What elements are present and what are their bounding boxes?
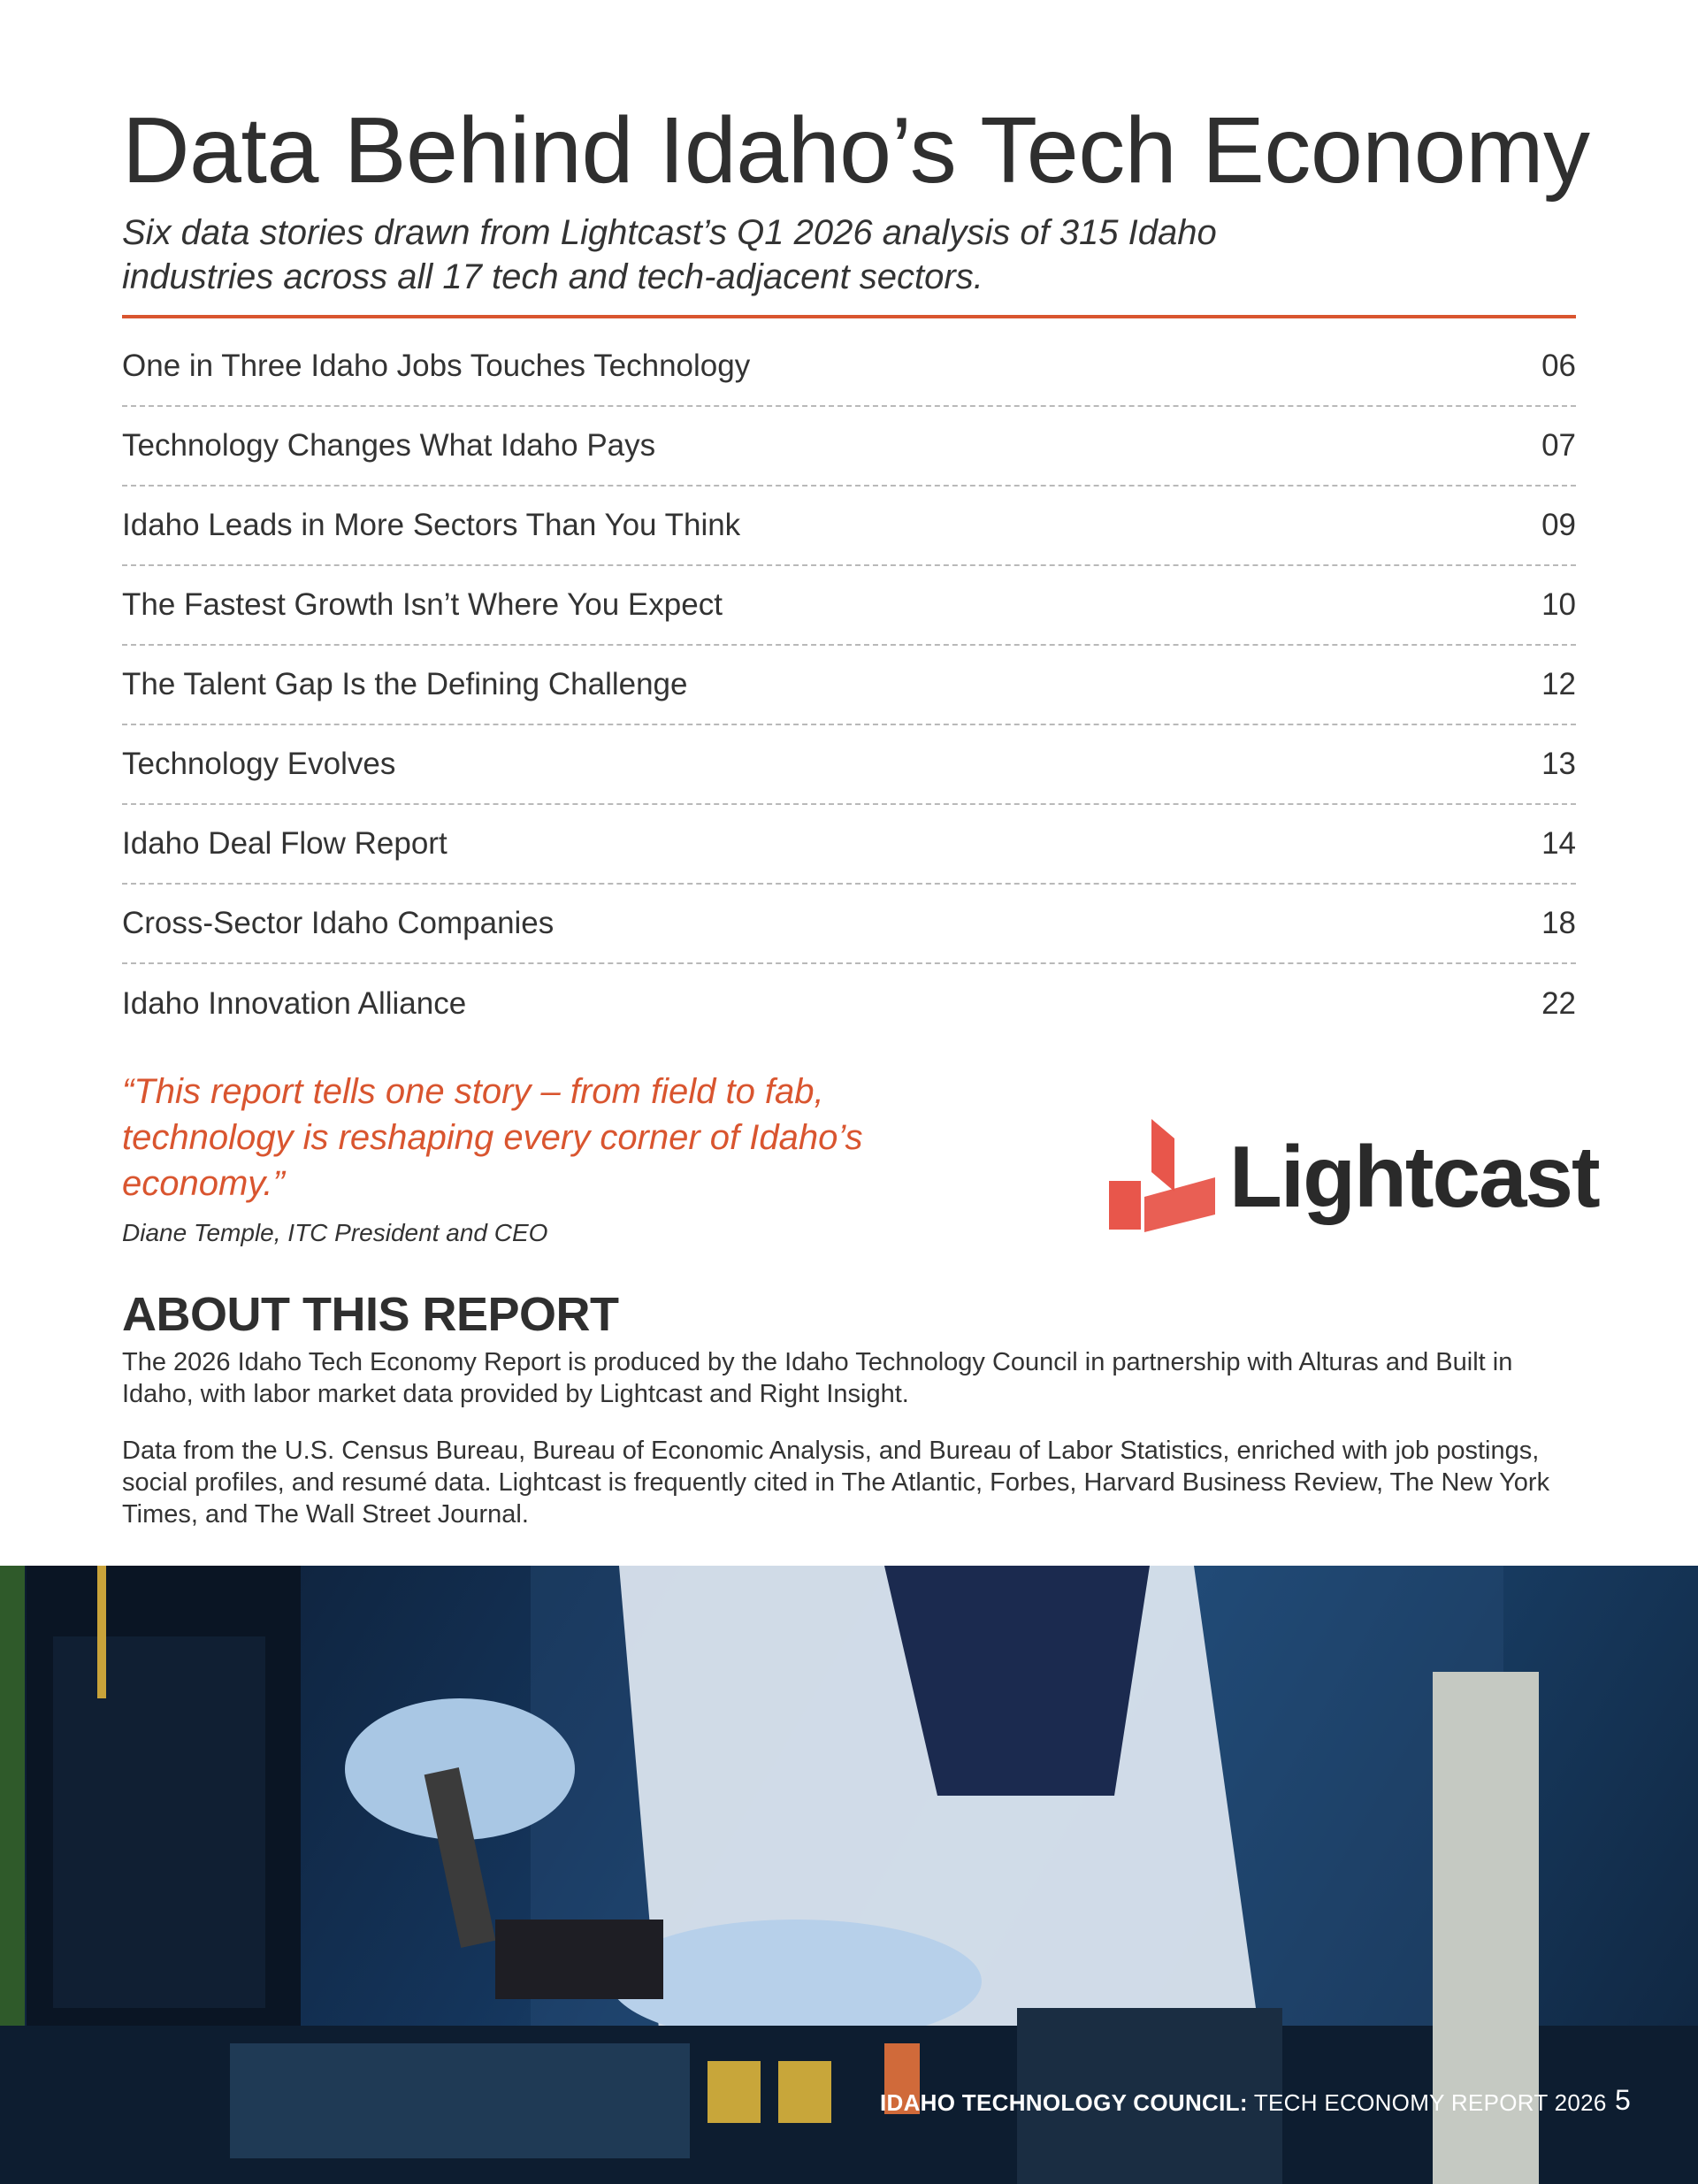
toc-item[interactable] [122, 327, 1576, 407]
footer-label [880, 2089, 1607, 2117]
quote-attribution: Diane Temple, ITC President and CEO [122, 1219, 548, 1246]
toc-item-page: 06 [1541, 349, 1576, 383]
toc-item[interactable] [122, 725, 1576, 805]
toc-item-page: 07 [1541, 428, 1576, 463]
toc-item[interactable] [122, 566, 1576, 646]
footer-report: TECH ECONOMY REPORT 2026 [1247, 2089, 1607, 2116]
toc-item-label: The Talent Gap Is the Defining Challenge [122, 667, 688, 701]
toc-item[interactable] [122, 885, 1576, 964]
about-paragraph: Data from the U.S. Census Bureau, Bureau of Economic Analysis, and Bureau of Labor Statistics, enriched with job postings, social profiles, and resumé data. Lightcast is frequently cited in The Atlantic, Forbes, Harvard Business Review, The New York Times, and The Wall Street Journal. [122, 1437, 1550, 1529]
toc-item[interactable] [122, 407, 1576, 487]
toc-item-page: 14 [1541, 826, 1576, 861]
page-number: 5 [1615, 2084, 1631, 2116]
toc-item-page: 12 [1541, 667, 1576, 701]
toc-item[interactable] [122, 487, 1576, 566]
toc-item-label: Technology Evolves [122, 747, 396, 781]
toc-item-label: One in Three Idaho Jobs Touches Technology [122, 349, 751, 383]
toc-item-label: Technology Changes What Idaho Pays [122, 428, 656, 463]
toc-item-page: 22 [1541, 986, 1576, 1021]
toc-item-page: 13 [1541, 747, 1576, 781]
toc-item-page: 18 [1541, 906, 1576, 940]
pull-quote: “This report tells one story – from field to fab, technology is reshaping every corner of Idaho’s economy.” [122, 1072, 863, 1203]
toc-item[interactable] [122, 964, 1576, 1044]
about-paragraph: The 2026 Idaho Tech Economy Report is produced by the Idaho Technology Council in partnership with Alturas and Built in Idaho, with labor market data provided by Lightcast and Right Insight. [122, 1348, 1513, 1408]
title-divider [122, 315, 1576, 318]
footer-org: IDAHO TECHNOLOGY COUNCIL: [880, 2089, 1248, 2116]
page-title: Data Behind Idaho’s Tech Economy [122, 98, 1590, 203]
lightcast-mark-icon [1105, 1119, 1220, 1234]
toc-item-label: Idaho Leads in More Sectors Than You Think [122, 508, 741, 542]
lightcast-logo [1105, 1119, 1599, 1234]
toc-item-label: Idaho Deal Flow Report [122, 826, 447, 861]
toc-item-label: Idaho Innovation Alliance [122, 986, 467, 1021]
toc-item[interactable] [122, 805, 1576, 885]
toc-item-label: Cross-Sector Idaho Companies [122, 906, 555, 940]
about-heading: ABOUT THIS REPORT [122, 1288, 619, 1341]
page-subtitle: Six data stories drawn from Lightcast’s Q1 2026 analysis of 315 Idaho industries across all 17 tech and tech-adjacent sectors. [122, 213, 1217, 296]
toc-item-page: 10 [1541, 587, 1576, 622]
toc-item-page: 09 [1541, 508, 1576, 542]
toc-item[interactable] [122, 646, 1576, 725]
toc-item-label: The Fastest Growth Isn’t Where You Expect [122, 587, 723, 622]
lightcast-wordmark: Lightcast [1229, 1127, 1599, 1225]
table-of-contents [122, 327, 1576, 1044]
